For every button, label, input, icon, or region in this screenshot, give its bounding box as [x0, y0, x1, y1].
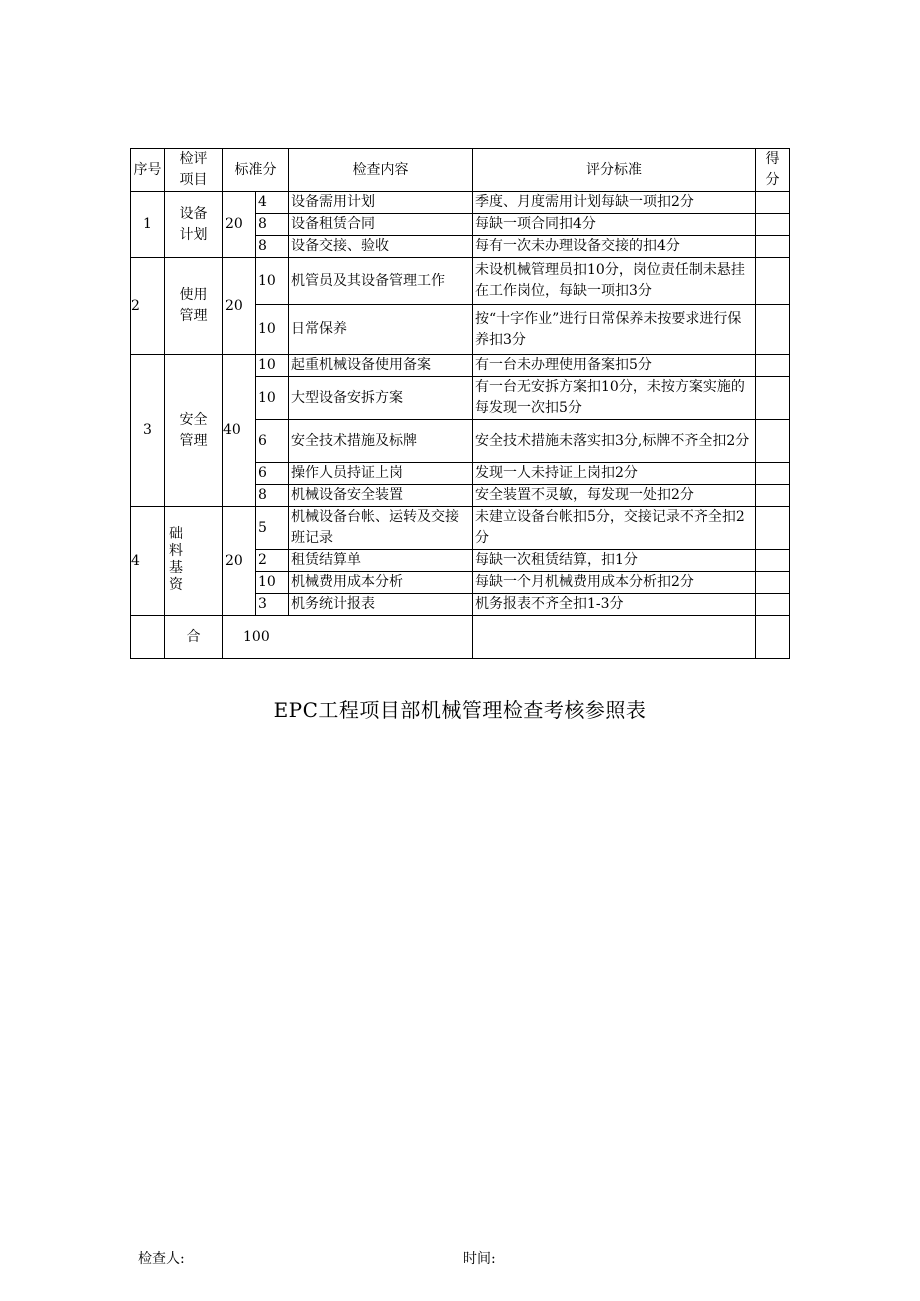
row-content: 操作人员持证上岗	[289, 463, 473, 485]
row-score[interactable]	[756, 305, 790, 355]
row-criteria: 每缺一次租赁结算，扣1分	[473, 550, 756, 572]
time-label: 时间:	[463, 1251, 496, 1267]
row-content: 设备交接、验收	[289, 236, 473, 258]
total-row	[131, 616, 790, 659]
row-points: 3	[256, 594, 289, 616]
row-criteria: 每缺一项合同扣4分	[473, 214, 756, 236]
row-content: 机械费用成本分析	[289, 572, 473, 594]
table-row	[131, 507, 790, 550]
row-points: 6	[256, 420, 289, 463]
group-total: 20	[223, 192, 256, 258]
row-content: 大型设备安拆方案	[289, 377, 473, 420]
row-score[interactable]	[756, 236, 790, 258]
document-title: EPC工程项目部机械管理检查考核参照表	[273, 698, 647, 722]
total-label: 合	[165, 616, 223, 659]
row-criteria: 机务报表不齐全扣1-3分	[473, 594, 756, 616]
row-content: 设备租赁合同	[289, 214, 473, 236]
row-points: 10	[256, 305, 289, 355]
row-content: 设备需用计划	[289, 192, 473, 214]
group-item: 安全 管理	[165, 355, 223, 507]
row-content: 安全技术措施及标牌	[289, 420, 473, 463]
row-score[interactable]	[756, 550, 790, 572]
row-content: 日常保养	[289, 305, 473, 355]
row-content: 机械设备安全装置	[289, 485, 473, 507]
group-item: 础料基资	[165, 507, 223, 616]
table-row	[131, 192, 790, 214]
total-value: 100	[223, 616, 473, 659]
table-row	[131, 258, 790, 305]
row-criteria: 按“十字作业”进行日常保养未按要求进行保养扣3分	[473, 305, 756, 355]
row-criteria: 安全装置不灵敏，每发现一处扣2分	[473, 485, 756, 507]
inspection-table	[130, 148, 790, 659]
row-points: 8	[256, 214, 289, 236]
row-points: 6	[256, 463, 289, 485]
table-row	[131, 355, 790, 377]
row-score[interactable]	[756, 485, 790, 507]
row-points: 2	[256, 550, 289, 572]
row-criteria: 有一台无安拆方案扣10分，未按方案实施的每发现一次扣5分	[473, 377, 756, 420]
group-seq: 1	[131, 192, 165, 258]
row-points: 4	[256, 192, 289, 214]
group-seq: 4	[131, 507, 165, 616]
row-score[interactable]	[756, 463, 790, 485]
row-content: 租赁结算单	[289, 550, 473, 572]
table-header-row	[131, 149, 790, 192]
row-content: 起重机械设备使用备案	[289, 355, 473, 377]
row-score[interactable]	[756, 214, 790, 236]
header-score: 得 分	[756, 149, 790, 192]
header-standard-score: 标准分	[223, 149, 289, 192]
row-criteria: 发现一人未持证上岗扣2分	[473, 463, 756, 485]
header-seq: 序号	[131, 149, 165, 192]
row-score[interactable]	[756, 192, 790, 214]
group-item: 设备 计划	[165, 192, 223, 258]
row-criteria: 每缺一个月机械费用成本分析扣2分	[473, 572, 756, 594]
group-seq: 3	[131, 355, 165, 507]
row-content: 机械设备台帐、运转及交接班记录	[289, 507, 473, 550]
row-criteria: 季度、月度需用计划每缺一项扣2分	[473, 192, 756, 214]
group-total: 20	[223, 507, 256, 616]
row-criteria: 有一台未办理使用备案扣5分	[473, 355, 756, 377]
row-content: 机管员及其设备管理工作	[289, 258, 473, 305]
row-score[interactable]	[756, 594, 790, 616]
group-seq: 2	[131, 258, 165, 355]
row-score[interactable]	[756, 355, 790, 377]
row-points: 10	[256, 355, 289, 377]
inspector-label: 检查人:	[138, 1251, 185, 1267]
row-content: 机务统计报表	[289, 594, 473, 616]
row-criteria: 安全技术措施未落实扣3分,标牌不齐全扣2分	[473, 420, 756, 463]
row-score[interactable]	[756, 572, 790, 594]
group-item: 使用 管理	[165, 258, 223, 355]
group-total: 40	[223, 355, 256, 507]
row-criteria: 未设机械管理员扣10分，岗位责任制未悬挂在工作岗位，每缺一项扣3分	[473, 258, 756, 305]
row-points: 10	[256, 258, 289, 305]
row-points: 8	[256, 236, 289, 258]
header-item: 检评 项目	[165, 149, 223, 192]
row-points: 10	[256, 572, 289, 594]
row-score[interactable]	[756, 258, 790, 305]
header-criteria: 评分标准	[473, 149, 756, 192]
row-score[interactable]	[756, 507, 790, 550]
row-criteria: 未建立设备台帐扣5分，交接记录不齐全扣2分	[473, 507, 756, 550]
total-criteria	[473, 616, 756, 659]
row-points: 10	[256, 377, 289, 420]
group-total: 20	[223, 258, 256, 355]
row-points: 8	[256, 485, 289, 507]
row-criteria: 每有一次未办理设备交接的扣4分	[473, 236, 756, 258]
row-score[interactable]	[756, 420, 790, 463]
total-score[interactable]	[756, 616, 790, 659]
row-score[interactable]	[756, 377, 790, 420]
total-seq	[131, 616, 165, 659]
header-content: 检查内容	[289, 149, 473, 192]
row-points: 5	[256, 507, 289, 550]
